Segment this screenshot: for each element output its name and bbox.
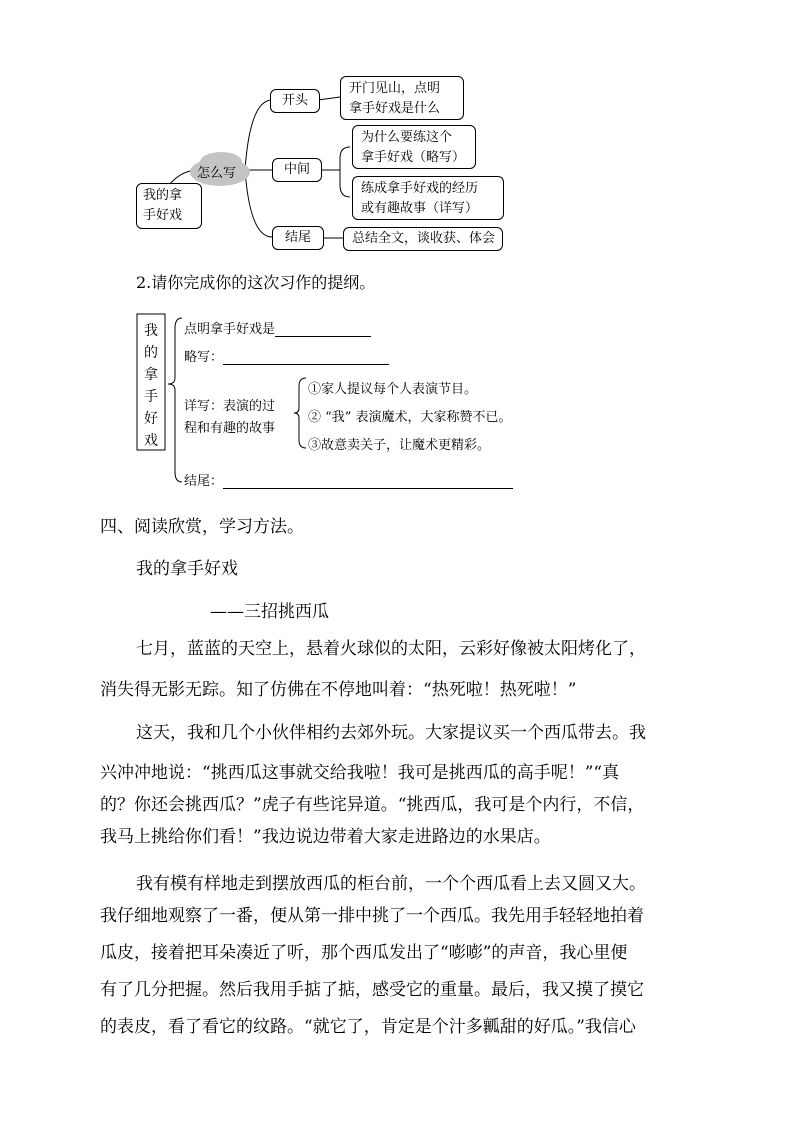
outline-item-3-label [184, 396, 275, 440]
outline-item-4 [184, 470, 513, 489]
outline-item-1-blank[interactable] [275, 322, 371, 337]
outline-item-2-blank[interactable] [223, 350, 389, 365]
middle-detail-box-1 [352, 125, 476, 169]
essay-paragraph-1-line-2: 消失得无影无踪。知了仿佛在不停地叫着：“热死啦！热死啦！” [100, 680, 577, 700]
root-box [136, 183, 202, 229]
essay-subtitle: ——三招挑西瓜 [210, 602, 329, 622]
ending-detail-text: 总结全文，谈收获、体会 [352, 231, 496, 246]
middle-detail-2-line-2: 或有趣故事（详写） [361, 201, 479, 216]
outline-item-4-label: 结尾： [184, 474, 224, 489]
outline-item-1-label: 点明拿手好戏是 [184, 322, 276, 337]
outline-item-2-label: 略写： [184, 350, 224, 365]
root-line-2: 手好戏 [143, 208, 183, 223]
middle-detail-1-line-2: 拿手好戏（略写） [361, 150, 466, 165]
outline-item-3-label-line-2: 程和有趣的故事 [184, 421, 276, 436]
essay-paragraph-2-line-3: 的？你还会挑西瓜？”虎子有些诧异道。“挑西瓜，我可是个内行，不信， [100, 795, 645, 815]
outline-item-3-label-line-1: 详写：表演的过 [184, 399, 276, 414]
essay-paragraph-3-line-4: 有了几分把握。然后我用手掂了掂，感受它的重量。最后，我又摸了摸它 [100, 980, 644, 1000]
essay-paragraph-2-line-1: 这天，我和几个小伙伴相约去郊外玩。大家提议买一个西瓜带去。我 [136, 723, 646, 743]
outline-item-3-points [308, 376, 512, 460]
branch-middle-label: 中间 [283, 162, 310, 177]
outline-point-1: ①家人提议每个人表演节目。 [308, 382, 478, 397]
essay-paragraph-3-line-5: 的表皮，看了看它的纹路。“就它了，肯定是个汁多瓤甜的好瓜。”我信心 [100, 1017, 636, 1037]
ending-detail-box [343, 227, 503, 251]
essay-paragraph-3-line-2: 我仔细地观察了一番，便从第一排中挑了一个西瓜。我先用手轻轻地拍着 [100, 906, 644, 926]
hub-label: 怎么写 [197, 166, 237, 181]
essay-paragraph-3-line-3: 瓜皮，接着把耳朵凑近了听，那个西瓜发出了“嘭嘭”的声音，我心里便 [100, 943, 628, 963]
opening-detail-line-2: 拿手好戏是什么 [349, 101, 441, 116]
outline-title: 我的拿手好戏 [144, 323, 158, 449]
essay-title: 我的拿手好戏 [136, 559, 238, 579]
essay-paragraph-2-line-2: 兴冲冲地说：“挑西瓜这事就交给我啦！我可是挑西瓜的高手呢！”“真 [100, 763, 620, 783]
section-4-heading: 四、阅读欣赏，学习方法。 [100, 517, 304, 537]
question-2: 2.请你完成你的这次习作的提纲。 [136, 273, 376, 292]
branch-ending-box [272, 226, 324, 250]
outline-item-1 [184, 318, 371, 337]
middle-detail-box-2 [352, 176, 504, 220]
essay-paragraph-2-line-4: 我马上挑给你们看！”我边说边带着大家走进路边的水果店。 [100, 827, 551, 847]
outline-item-4-blank[interactable] [223, 474, 513, 489]
outline-point-3: ③故意卖关子，让魔术更精彩。 [308, 438, 491, 453]
essay-paragraph-1-line-1: 七月，蓝蓝的天空上，悬着火球似的太阳，云彩好像被太阳烤化了， [136, 639, 646, 659]
middle-detail-2-line-1: 练成拿手好戏的经历 [361, 181, 479, 196]
opening-detail-box [340, 76, 464, 120]
outline-item-2 [184, 346, 389, 365]
branch-ending-label: 结尾 [284, 230, 311, 245]
essay-paragraph-3-line-1: 我有模有样地走到摆放西瓜的柜台前，一个个西瓜看上去又圆又大。 [136, 874, 646, 894]
branch-opening-box [270, 89, 320, 113]
opening-detail-line-1: 开门见山，点明 [349, 81, 441, 96]
root-line-1: 我的拿 [143, 188, 183, 203]
middle-detail-1-line-1: 为什么要练这个 [361, 130, 453, 145]
branch-middle-box [272, 158, 322, 182]
outline-point-2: ② “我” 表演魔术，大家称赞不已。 [308, 410, 512, 425]
branch-opening-label: 开头 [281, 93, 308, 108]
